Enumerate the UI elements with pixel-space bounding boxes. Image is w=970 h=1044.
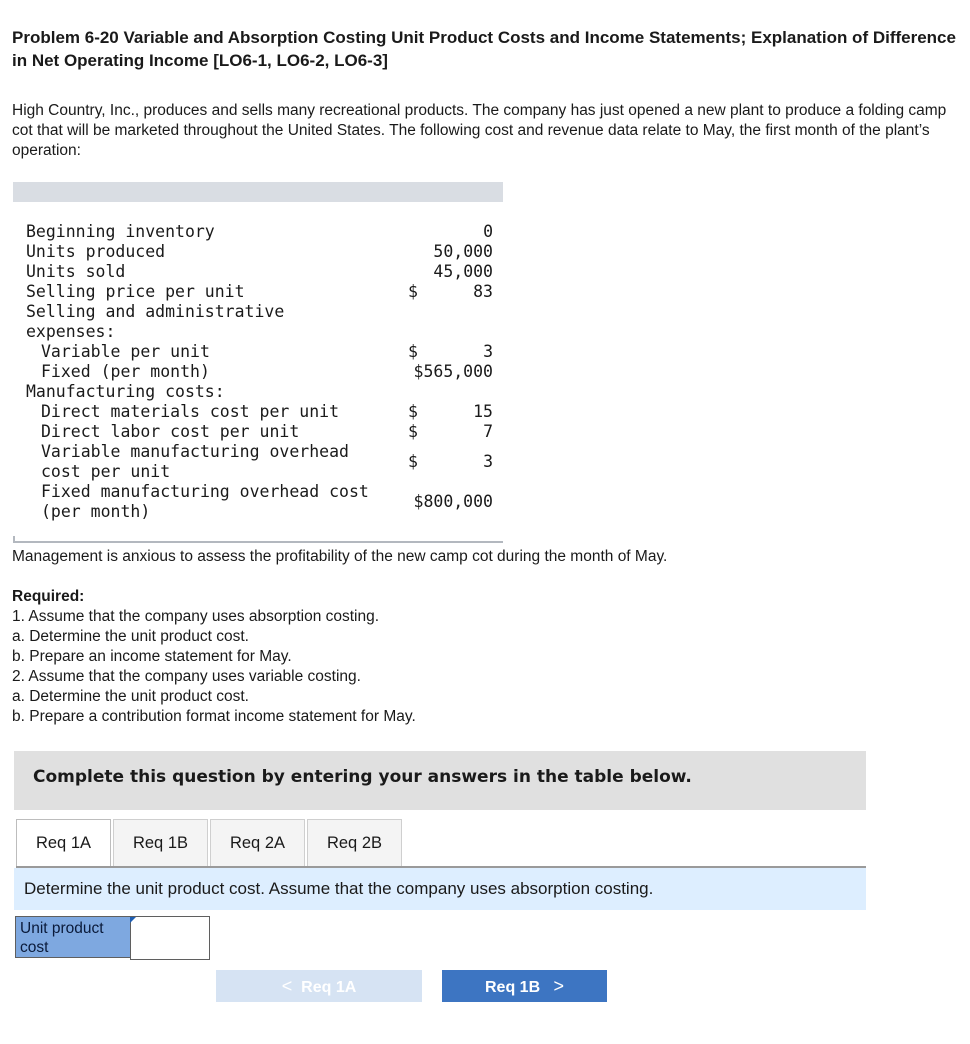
row-label: Selling and administrative <box>26 302 285 321</box>
table-bottom-rule <box>13 541 503 543</box>
row-value: $565,000 <box>413 362 493 381</box>
row-label: expenses: <box>26 322 116 341</box>
instruction-text: Determine the unit product cost. Assume that the company uses absorption costing. <box>24 879 654 898</box>
required-line: b. Prepare an income statement for May. <box>12 648 292 665</box>
row-currency: $ <box>408 342 418 361</box>
required-line: a. Determine the unit product cost. <box>12 628 249 645</box>
row-value: 50,000 <box>433 242 493 261</box>
row-currency: $ <box>408 452 418 471</box>
tab-req-1a[interactable]: Req 1A <box>16 819 111 867</box>
row-currency: $ <box>408 402 418 421</box>
row-label: Variable per unit <box>41 342 210 361</box>
row-currency: $ <box>408 282 418 301</box>
row-label: Manufacturing costs: <box>26 382 225 401</box>
required-line: 1. Assume that the company uses absorption costing. <box>12 608 380 625</box>
required-heading: Required: <box>12 588 85 605</box>
next-req-label: Req 1B <box>485 978 541 996</box>
required-line: 2. Assume that the company uses variable costing. <box>12 668 361 685</box>
problem-intro: High Country, Inc., produces and sells many recreational products. The company has just opened a new plant to produce a folding camp cot that will be marketed throughout the United States. The following cost and revenue data relate to May, the first month of the plant’s operation: <box>12 102 947 159</box>
unit-product-cost-input[interactable] <box>130 916 210 960</box>
problem-title: Problem 6-20 Variable and Absorption Costing Unit Product Costs and Income Statements; Explanation of Difference in Net Operating Income [LO6-1, LO6-2, LO6-3] <box>12 28 956 70</box>
label-line-1: Unit product <box>20 920 104 937</box>
row-value: 3 <box>483 342 493 361</box>
requirement-tabs <box>16 819 866 867</box>
chevron-right-icon: > <box>553 975 564 996</box>
input-corner-marker <box>130 917 136 923</box>
cost-data-table <box>13 182 503 538</box>
row-value: 83 <box>473 282 493 301</box>
row-value: 15 <box>473 402 493 421</box>
unit-product-cost-label <box>15 916 130 958</box>
row-label: Units produced <box>26 242 166 261</box>
tab-req-2b[interactable]: Req 2B <box>307 819 402 867</box>
row-label: Variable manufacturing overhead <box>41 442 349 461</box>
row-value: 3 <box>483 452 493 471</box>
row-label: Direct materials cost per unit <box>41 402 340 421</box>
row-currency: $ <box>408 422 418 441</box>
row-label: (per month) <box>41 502 151 521</box>
row-label: Beginning inventory <box>26 222 215 241</box>
instruction-bar <box>14 868 866 910</box>
next-req-button[interactable] <box>442 970 607 1002</box>
chevron-left-icon: < <box>281 975 293 996</box>
tab-req-2a[interactable]: Req 2A <box>210 819 305 867</box>
management-text: Management is anxious to assess the profitability of the new camp cot during the month of May. <box>12 548 668 565</box>
row-label: Fixed (per month) <box>41 362 210 381</box>
row-value: 0 <box>483 222 493 241</box>
prev-req-button[interactable] <box>216 970 422 1002</box>
complete-banner-text: Complete this question by entering your answers in the table below. <box>33 767 692 787</box>
row-value: $800,000 <box>413 492 493 511</box>
complete-banner <box>14 751 866 810</box>
row-value: 45,000 <box>433 262 493 281</box>
prev-req-label: Req 1A <box>301 978 357 996</box>
row-label: Fixed manufacturing overhead cost <box>41 482 369 501</box>
tab-req-1b[interactable]: Req 1B <box>113 819 208 867</box>
label-line-2: cost <box>20 939 49 956</box>
row-label: Units sold <box>26 262 126 281</box>
required-line: a. Determine the unit product cost. <box>12 688 249 705</box>
required-line: b. Prepare a contribution format income statement for May. <box>12 708 416 725</box>
row-label: Selling price per unit <box>26 282 245 301</box>
row-label: cost per unit <box>41 462 171 481</box>
table-corner-tick <box>13 536 15 543</box>
row-label: Direct labor cost per unit <box>41 422 300 441</box>
row-value: 7 <box>483 422 493 441</box>
